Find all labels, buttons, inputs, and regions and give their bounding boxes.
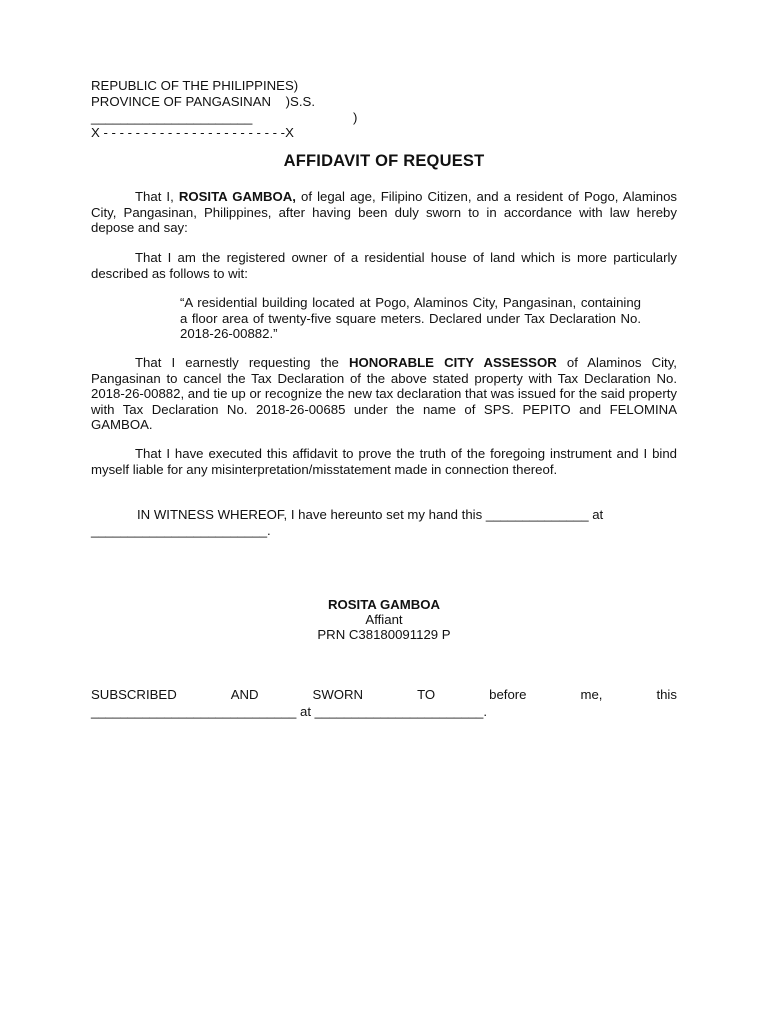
jurat-word: before [489, 687, 527, 702]
para3-post: of Alaminos City, Pangasinan to cancel the Tax Declaration of the above stated property with Tax Declaration No. 2018-26-00882, and tie up or recognize the new tax declaration that was issued for the said property with Tax Declaration No. 2018-26-00685 under the name of SPS. PEPITO and FELOMINA GAMBOA. [91, 355, 677, 433]
document-title: AFFIDAVIT OF REQUEST [283, 152, 485, 170]
assessor-title: HONORABLE CITY ASSESSOR [348, 355, 557, 370]
jurat-word: SWORN [312, 687, 364, 702]
jurat-word: this [656, 687, 677, 702]
quote-text: “A residential building located at Pogo, Alaminos City, Pangasinan, containing a floor area of twenty-five square meters. Declared under Tax Declaration No. 2018-26-00882.” [180, 295, 641, 342]
jurat-word: TO [417, 687, 436, 702]
jurat-line1 [91, 687, 677, 703]
jurat-line2: ____________________________ at _______________________. [91, 704, 488, 719]
witness-clause-line2: ________________________. [91, 523, 271, 538]
paragraph-affiant-intro [91, 189, 677, 236]
venue-blank: ______________________ [91, 110, 253, 125]
para3-pre: That I earnestly requesting the [135, 355, 349, 370]
affiant-prn: PRN C38180091129 P [317, 627, 451, 642]
para1-pre: That I, [135, 189, 179, 204]
paragraph-execution: That I have executed this affidavit to prove the truth of the foregoing instrument and I bind myself liable for any misinterpretation/misstatement made in connection thereof. [91, 446, 677, 477]
witness-clause-line1: IN WITNESS WHEREOF, I have hereunto set my hand this ______________ at [137, 507, 604, 522]
venue-province: PROVINCE OF PANGASINAN )S.S. [91, 94, 315, 109]
property-description-quote [126, 295, 641, 342]
venue-separator: X - - - - - - - - - - - - - - - - - - - - - - -X [91, 125, 294, 140]
jurat-word: me, [580, 687, 603, 702]
venue-paren: ) [353, 110, 358, 125]
jurat-word: SUBSCRIBED [91, 687, 177, 702]
venue-republic: REPUBLIC OF THE PHILIPPINES) [91, 78, 299, 93]
affiant-name-inline: ROSITA GAMBOA, [178, 189, 296, 204]
para1-post: of legal age, Filipino Citizen, and a resident of Pogo, Alaminos City, Pangasinan, Philippines, after having been duly sworn to in accordance with law hereby depose and say: [91, 189, 678, 236]
paragraph-ownership: That I am the registered owner of a residential house of land which is more particularly described as follows to wit: [91, 250, 677, 281]
affiant-signature-name: ROSITA GAMBOA [327, 597, 441, 612]
jurat-word: AND [230, 687, 259, 702]
affiant-role: Affiant [365, 612, 403, 627]
paragraph-request [91, 355, 677, 433]
